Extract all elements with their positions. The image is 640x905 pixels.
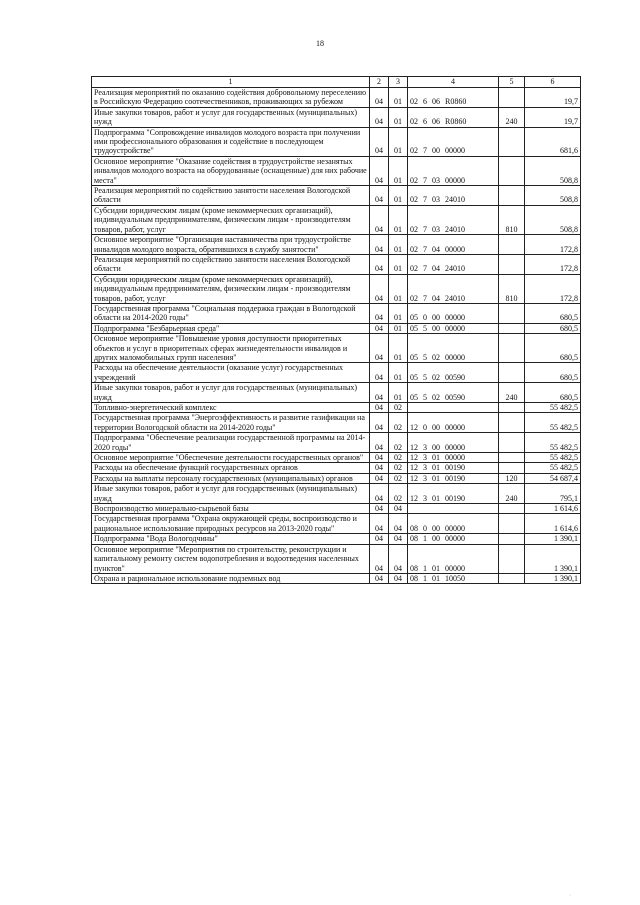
row-name: Подпрограмма "Вода Вологодчины" (92, 534, 370, 544)
row-subsection: 02 (389, 453, 408, 463)
row-expense-type (499, 334, 525, 363)
row-target-item: 02 7 03 00000 (408, 156, 499, 185)
row-name: Государственная программа "Охрана окружающей среды, воспроизводство и рациональное использование природных ресурсов на 2013-2020 годы" (92, 514, 370, 534)
row-section: 04 (370, 484, 389, 504)
row-subsection: 04 (389, 534, 408, 544)
row-name: Государственная программа "Энергоэффективность и развитие газификации на территории Вологодской области на 2014-2020 годы" (92, 413, 370, 433)
row-amount: 55 482,5 (525, 463, 581, 473)
table-row (92, 235, 581, 255)
column-header-target-item: 4 (408, 77, 499, 88)
row-amount: 680,5 (525, 363, 581, 383)
row-name: Иные закупки товаров, работ и услуг для государственных (муниципальных) нужд (92, 107, 370, 127)
row-subsection: 01 (389, 205, 408, 234)
row-section: 04 (370, 573, 389, 583)
row-subsection: 02 (389, 413, 408, 433)
row-name: Основное мероприятие "Повышение уровня доступности приоритетных объектов и услуг в приоритетных сферах жизнедеятельности инвалидов и других маломобильных групп населения" (92, 334, 370, 363)
table-row (92, 303, 581, 323)
table-row (92, 156, 581, 185)
row-amount: 172,8 (525, 235, 581, 255)
row-expense-type: 240 (499, 383, 525, 403)
row-expense-type (499, 156, 525, 185)
column-header-amount: 6 (525, 77, 581, 88)
row-subsection: 02 (389, 473, 408, 483)
row-subsection: 01 (389, 323, 408, 333)
row-subsection: 04 (389, 544, 408, 573)
row-subsection: 01 (389, 254, 408, 274)
row-section: 04 (370, 205, 389, 234)
row-section: 04 (370, 504, 389, 514)
row-target-item: 08 0 00 00000 (408, 514, 499, 534)
row-section: 04 (370, 235, 389, 255)
row-amount: 680,5 (525, 323, 581, 333)
row-target-item: 05 5 02 00590 (408, 383, 499, 403)
row-subsection: 04 (389, 514, 408, 534)
header-row (92, 77, 581, 88)
row-amount: 680,5 (525, 334, 581, 363)
row-name: Воспроизводство минерально-сырьевой базы (92, 504, 370, 514)
table-row (92, 403, 581, 413)
row-amount: 508,8 (525, 156, 581, 185)
row-amount: 1 614,6 (525, 514, 581, 534)
page-number: 18 (316, 39, 324, 48)
row-section: 04 (370, 433, 389, 453)
row-name: Основное мероприятие "Мероприятия по строительству, реконструкции и капитальному ремонту систем водопотребления и водоотведения населенных пунктов" (92, 544, 370, 573)
row-name: Расходы на выплаты персоналу государственных (муниципальных) органов (92, 473, 370, 483)
row-target-item: 08 1 01 10050 (408, 573, 499, 583)
row-target-item: 02 7 03 24010 (408, 205, 499, 234)
row-name: Подпрограмма "Безбарьерная среда" (92, 323, 370, 333)
table-row (92, 514, 581, 534)
row-amount: 19,7 (525, 107, 581, 127)
row-subsection: 02 (389, 403, 408, 413)
row-section: 04 (370, 156, 389, 185)
row-target-item: 02 6 06 R0860 (408, 88, 499, 108)
table-row (92, 363, 581, 383)
table-row (92, 205, 581, 234)
table-row (92, 453, 581, 463)
table-row (92, 383, 581, 403)
row-name: Основное мероприятие "Обеспечение деятельности государственных органов" (92, 453, 370, 463)
row-section: 04 (370, 323, 389, 333)
row-name: Топливно-энергетический комплекс (92, 403, 370, 413)
row-expense-type: 240 (499, 107, 525, 127)
row-name: Подпрограмма "Сопровождение инвалидов молодого возраста при получении ими профессионального образования и содействие в последующем трудоустройстве" (92, 127, 370, 156)
row-subsection: 01 (389, 88, 408, 108)
table-row (92, 504, 581, 514)
row-expense-type: 240 (499, 484, 525, 504)
row-expense-type: 120 (499, 473, 525, 483)
table-row (92, 88, 581, 108)
table-row (92, 107, 581, 127)
row-target-item: 05 0 00 00000 (408, 303, 499, 323)
row-target-item: 02 7 00 00000 (408, 127, 499, 156)
row-section: 04 (370, 107, 389, 127)
row-target-item: 08 1 01 00000 (408, 544, 499, 573)
row-target-item: 02 7 04 24010 (408, 254, 499, 274)
row-name: Реализация мероприятий по содействию занятости населения Вологодской области (92, 186, 370, 206)
row-amount: 54 687,4 (525, 473, 581, 483)
table-row (92, 433, 581, 453)
row-section: 04 (370, 453, 389, 463)
row-target-item: 08 1 00 00000 (408, 534, 499, 544)
row-expense-type (499, 433, 525, 453)
row-section: 04 (370, 514, 389, 534)
row-expense-type (499, 235, 525, 255)
row-amount: 55 482,5 (525, 453, 581, 463)
row-amount: 508,8 (525, 205, 581, 234)
row-expense-type (499, 573, 525, 583)
row-target-item: 05 5 00 00000 (408, 323, 499, 333)
row-subsection: 01 (389, 127, 408, 156)
row-amount: 55 482,5 (525, 403, 581, 413)
row-name: Расходы на обеспечение функций государственных органов (92, 463, 370, 473)
row-expense-type (499, 303, 525, 323)
row-amount: 19,7 (525, 88, 581, 108)
row-subsection: 04 (389, 573, 408, 583)
row-target-item: 12 3 00 00000 (408, 433, 499, 453)
row-section: 04 (370, 363, 389, 383)
row-name: Основное мероприятие "Организация наставничества при трудоустройстве инвалидов молодого возраста, обратившихся в службу занятости" (92, 235, 370, 255)
table-row (92, 186, 581, 206)
table-body (92, 88, 581, 584)
row-name: Расходы на обеспечение деятельности (оказание услуг) государственных учреждений (92, 363, 370, 383)
row-subsection: 01 (389, 334, 408, 363)
row-target-item: 12 3 01 00190 (408, 463, 499, 473)
row-target-item: 02 6 06 R0860 (408, 107, 499, 127)
row-expense-type: 810 (499, 205, 525, 234)
row-target-item (408, 504, 499, 514)
row-target-item: 12 3 01 00190 (408, 473, 499, 483)
row-amount: 55 482,5 (525, 433, 581, 453)
row-subsection: 01 (389, 107, 408, 127)
row-expense-type (499, 463, 525, 473)
row-expense-type (499, 403, 525, 413)
row-expense-type (499, 544, 525, 573)
column-header-name: 1 (92, 77, 370, 88)
row-name: Субсидии юридическим лицам (кроме некоммерческих организаций), индивидуальным предпринимателям, физическим лицам - производителям товаров, работ, услуг (92, 274, 370, 303)
row-expense-type (499, 127, 525, 156)
table-row (92, 463, 581, 473)
row-section: 04 (370, 127, 389, 156)
row-expense-type (499, 186, 525, 206)
table-row (92, 534, 581, 544)
row-section: 04 (370, 534, 389, 544)
table-row (92, 544, 581, 573)
row-amount: 795,1 (525, 484, 581, 504)
row-expense-type (499, 413, 525, 433)
row-section: 04 (370, 186, 389, 206)
row-name: Иные закупки товаров, работ и услуг для государственных (муниципальных) нужд (92, 383, 370, 403)
row-name: Подпрограмма "Обеспечение реализации государственной программы на 2014-2020 годы" (92, 433, 370, 453)
row-amount: 1 390,1 (525, 573, 581, 583)
row-subsection: 01 (389, 156, 408, 185)
row-subsection: 02 (389, 463, 408, 473)
row-section: 04 (370, 334, 389, 363)
row-name: Реализация мероприятий по содействию занятости населения Вологодской области (92, 254, 370, 274)
row-amount: 172,8 (525, 254, 581, 274)
row-target-item: 05 5 02 00590 (408, 363, 499, 383)
budget-table (91, 76, 581, 584)
table-row (92, 484, 581, 504)
table-row (92, 413, 581, 433)
row-subsection: 01 (389, 235, 408, 255)
row-expense-type (499, 504, 525, 514)
row-amount: 680,5 (525, 383, 581, 403)
row-target-item (408, 403, 499, 413)
table-row (92, 323, 581, 333)
row-subsection: 01 (389, 186, 408, 206)
row-target-item: 12 3 01 00000 (408, 453, 499, 463)
row-expense-type (499, 453, 525, 463)
table-row (92, 473, 581, 483)
table-row (92, 127, 581, 156)
table-row (92, 274, 581, 303)
row-subsection: 01 (389, 363, 408, 383)
row-subsection: 02 (389, 433, 408, 453)
row-subsection: 01 (389, 383, 408, 403)
row-amount: 1 390,1 (525, 534, 581, 544)
table-row (92, 254, 581, 274)
row-section: 04 (370, 544, 389, 573)
table-row (92, 573, 581, 583)
row-name: Государственная программа "Социальная поддержка граждан в Вологодской области на 2014-2020 годы" (92, 303, 370, 323)
row-amount: 55 482,5 (525, 413, 581, 433)
row-name: Субсидии юридическим лицам (кроме некоммерческих организаций), индивидуальным предпринимателям, физическим лицам - производителям товаров, работ, услуг (92, 205, 370, 234)
row-target-item: 12 3 01 00190 (408, 484, 499, 504)
row-amount: 1 390,1 (525, 544, 581, 573)
row-expense-type (499, 323, 525, 333)
row-expense-type (499, 88, 525, 108)
row-expense-type (499, 534, 525, 544)
column-header-subsection: 3 (389, 77, 408, 88)
row-section: 04 (370, 254, 389, 274)
row-section: 04 (370, 413, 389, 433)
row-target-item: 12 0 00 00000 (408, 413, 499, 433)
row-section: 04 (370, 383, 389, 403)
row-section: 04 (370, 88, 389, 108)
row-target-item: 02 7 04 00000 (408, 235, 499, 255)
table-row (92, 334, 581, 363)
column-header-expense-type: 5 (499, 77, 525, 88)
row-name: Реализация мероприятий по оказанию содействия добровольному переселению в Российскую Федерацию соотечественников, проживающих за рубежом (92, 88, 370, 108)
row-name: Иные закупки товаров, работ и услуг для государственных (муниципальных) нужд (92, 484, 370, 504)
row-section: 04 (370, 463, 389, 473)
row-name: Основное мероприятие "Оказание содействия в трудоустройстве незанятых инвалидов молодого возраста на оборудованные (оснащенные) для них рабочие места" (92, 156, 370, 185)
row-name: Охрана и рациональное использование подземных вод (92, 573, 370, 583)
row-target-item: 02 7 04 24010 (408, 274, 499, 303)
column-header-section: 2 (370, 77, 389, 88)
row-target-item: 05 5 02 00000 (408, 334, 499, 363)
row-section: 04 (370, 403, 389, 413)
row-amount: 680,5 (525, 303, 581, 323)
row-expense-type (499, 254, 525, 274)
row-subsection: 02 (389, 484, 408, 504)
row-amount: 681,6 (525, 127, 581, 156)
row-subsection: 01 (389, 274, 408, 303)
row-amount: 508,8 (525, 186, 581, 206)
row-amount: 1 614,6 (525, 504, 581, 514)
row-section: 04 (370, 274, 389, 303)
row-section: 04 (370, 303, 389, 323)
row-section: 04 (370, 473, 389, 483)
row-expense-type (499, 363, 525, 383)
row-expense-type (499, 514, 525, 534)
row-expense-type: 810 (499, 274, 525, 303)
row-subsection: 01 (389, 303, 408, 323)
row-subsection: 04 (389, 504, 408, 514)
row-amount: 172,8 (525, 274, 581, 303)
row-target-item: 02 7 03 24010 (408, 186, 499, 206)
scan-mark: · (569, 893, 571, 899)
